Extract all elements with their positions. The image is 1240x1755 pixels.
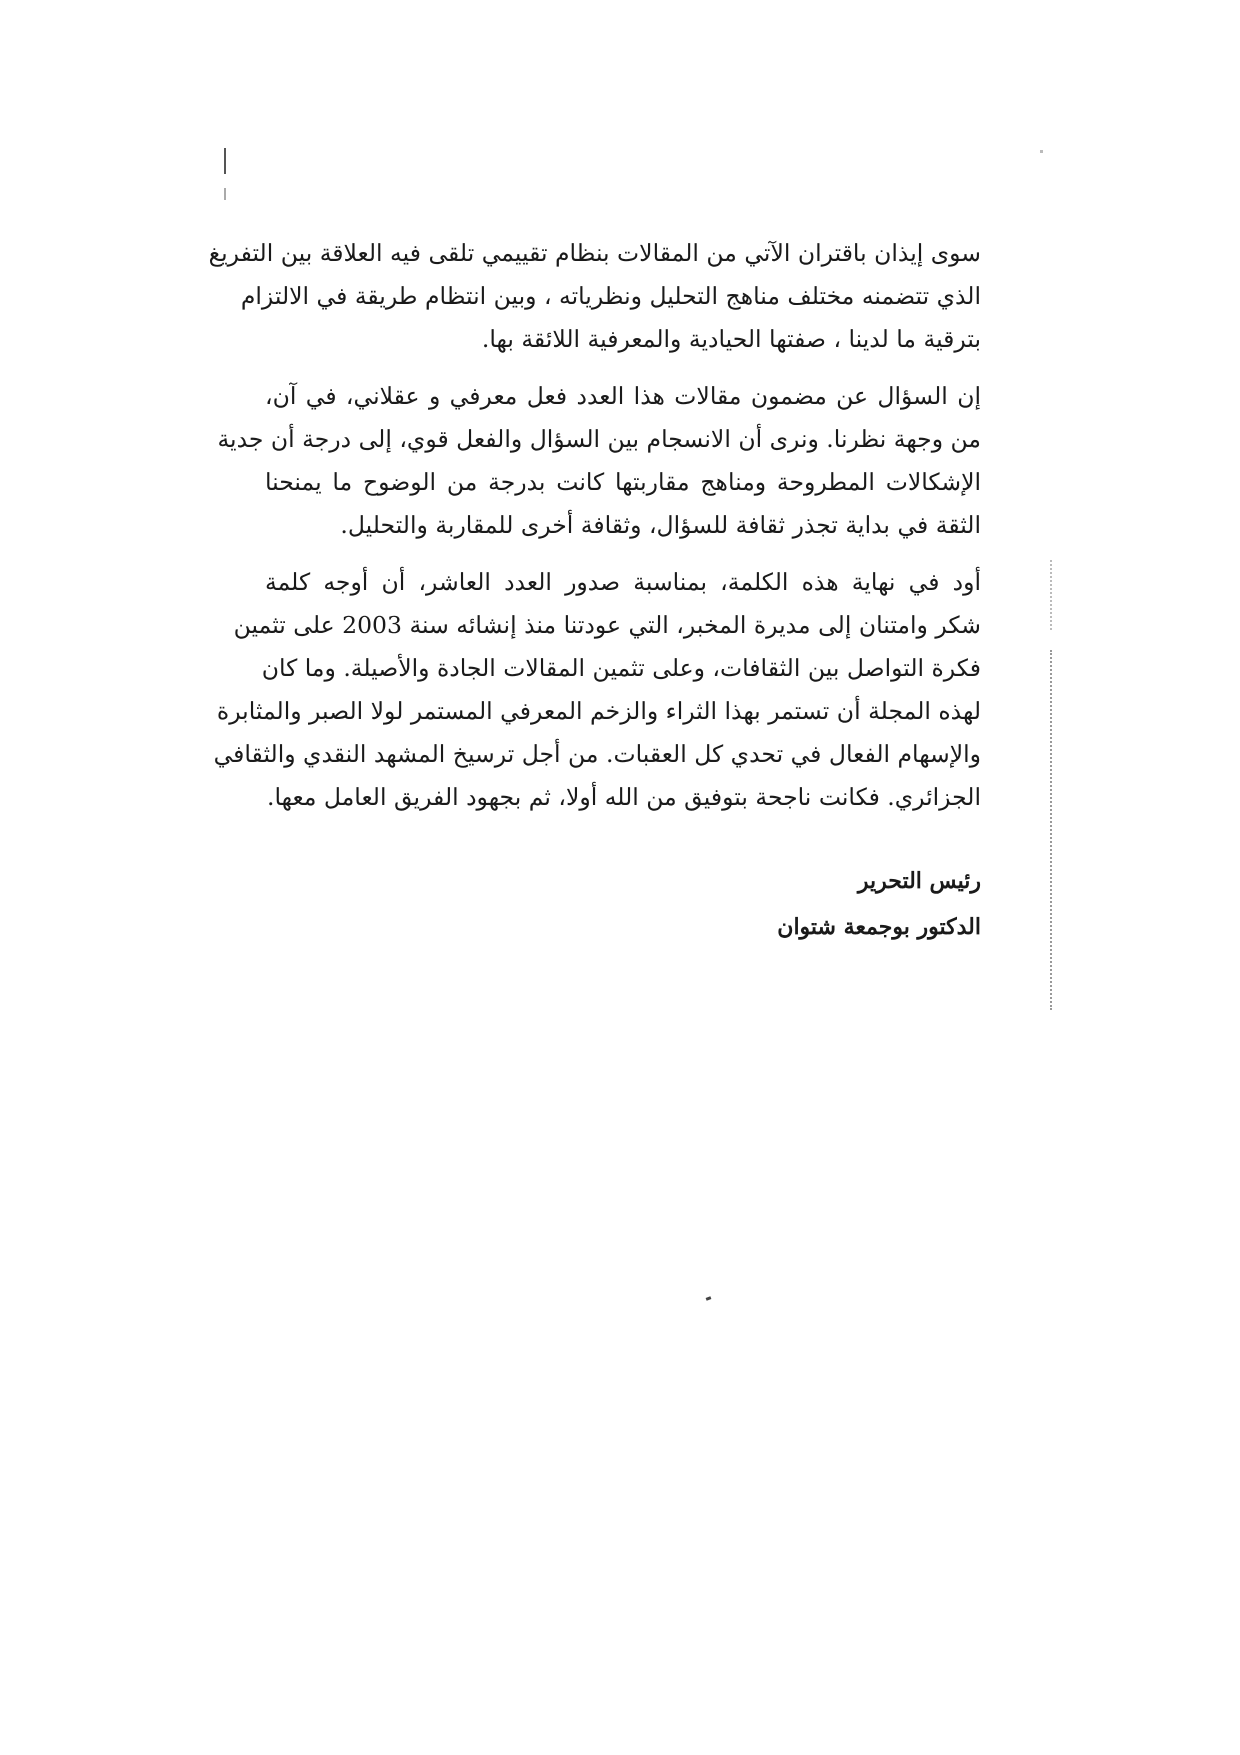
signature-block (600, 858, 981, 950)
scan-artifact-dotted-line (1050, 560, 1052, 630)
signature-name: الدكتور بوجمعة شتوان (777, 914, 981, 940)
text-line: من وجهة نظرنا. ونرى أن الانسجام بين السؤال والفعل قوي، إلى درجة أن جدية (217, 425, 981, 453)
text-line: الجزائري. فكانت ناجحة بتوفيق من الله أولا، ثم بجهود الفريق العامل معها. (267, 783, 981, 811)
body-text (208, 232, 981, 833)
signature-title: رئيس التحرير (857, 868, 981, 894)
text-line: الذي تتضمنه مختلف مناهج التحليل ونظرياته ، وبين انتظام طريقة في الالتزام (240, 282, 981, 310)
scan-artifact-dot (706, 1296, 712, 1301)
text-line: إن السؤال عن مضمون مقالات هذا العدد فعل معرفي و عقلاني، في آن، (265, 382, 981, 410)
paragraph (217, 375, 981, 547)
scan-artifact-dot (1040, 150, 1043, 153)
text-line: والإسهام الفعال في تحدي كل العقبات. من أجل ترسيخ المشهد النقدي والثقافي (213, 740, 981, 768)
text-line: الثقة في بداية تجذر ثقافة للسؤال، وثقافة أخرى للمقاربة والتحليل. (340, 511, 981, 539)
paragraph (208, 232, 981, 361)
scan-artifact-mark (224, 188, 226, 200)
scan-artifact-mark (224, 148, 226, 174)
text-line: بترقية ما لدينا ، صفتها الحيادية والمعرفية اللائقة بها. (481, 325, 981, 353)
text-line: أود في نهاية هذه الكلمة، بمناسبة صدور العدد العاشر، أن أوجه كلمة (265, 568, 981, 596)
scan-artifact-dotted-line (1050, 650, 1052, 1010)
text-line: لهذه المجلة أن تستمر بهذا الثراء والزخم المعرفي المستمر لولا الصبر والمثابرة (216, 697, 981, 725)
text-line: سوى إيذان باقتران الآتي من المقالات بنظام تقييمي تلقى فيه العلاقة بين التفريغ (208, 239, 981, 267)
text-line: شكر وامتنان إلى مديرة المخبر، التي عودتنا منذ إنشائه سنة 2003 على تثمين (233, 611, 981, 639)
text-line: الإشكالات المطروحة ومناهج مقاربتها كانت بدرجة من الوضوح ما يمنحنا (265, 468, 981, 496)
paragraph (213, 561, 981, 819)
text-line: فكرة التواصل بين الثقافات، وعلى تثمين المقالات الجادة والأصيلة. وما كان (261, 654, 981, 682)
